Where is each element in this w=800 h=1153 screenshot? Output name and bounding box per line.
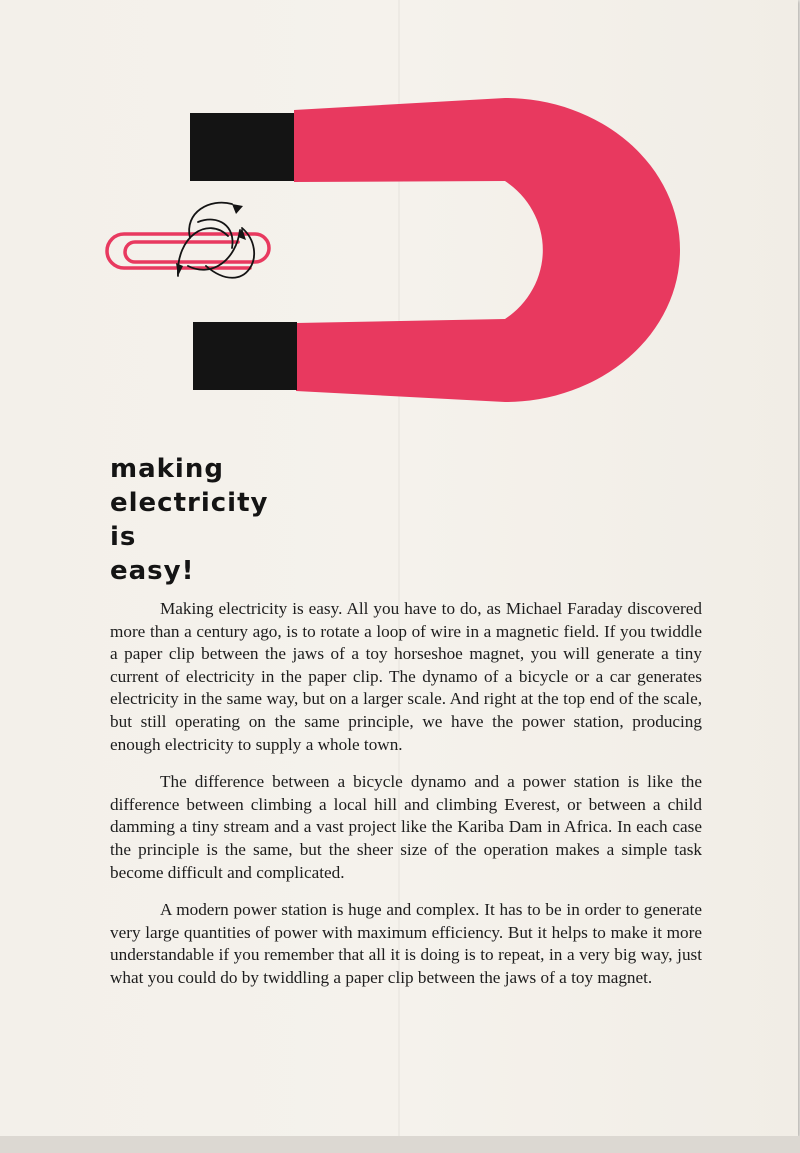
heading-line: electricity — [110, 488, 269, 518]
horseshoe-magnet-icon — [190, 98, 680, 402]
heading-line: is — [110, 522, 137, 552]
magnet-bottom-pole — [193, 322, 297, 390]
magnet-top-pole — [190, 113, 294, 181]
heading-line: easy! — [110, 556, 195, 586]
paragraph: The difference between a bicycle dynamo and a power station is like the difference between climbing a local hill and climbing Everest, or between a child damming a tiny stream and a vast project like the Kariba Dam in Africa. In each case the principle is the same, but the sheer size of the operation makes a simple task become difficult and complicated. — [110, 772, 702, 882]
body-text — [110, 598, 702, 1005]
page-heading — [110, 452, 268, 588]
paragraph: Making electricity is easy. All you have to do, as Michael Faraday discovered more than a century ago, is to rotate a loop of wire in a magnetic field. If you twiddle a paper clip between the jaws of a toy horseshoe magnet, you will generate a tiny current of electricity in the paper clip. The dynamo of a bicycle or a car generates electricity in the same way, but on a larger scale. And right at the top end of the scale, but still operating on the same principle, we have the power station, producing enough electricity to supply a whole town. — [110, 599, 702, 754]
page-edge — [0, 1136, 800, 1153]
magnet-illustration — [0, 0, 800, 440]
heading-line: making — [110, 454, 224, 484]
paragraph: A modern power station is huge and complex. It has to be in order to generate very large quantities of power with maximum efficiency. But it helps to make it more understandable if you remember that all it is doing is to repeat, in a very big way, just what you could do by twiddling a paper clip between the jaws of a toy magnet. — [110, 900, 702, 987]
